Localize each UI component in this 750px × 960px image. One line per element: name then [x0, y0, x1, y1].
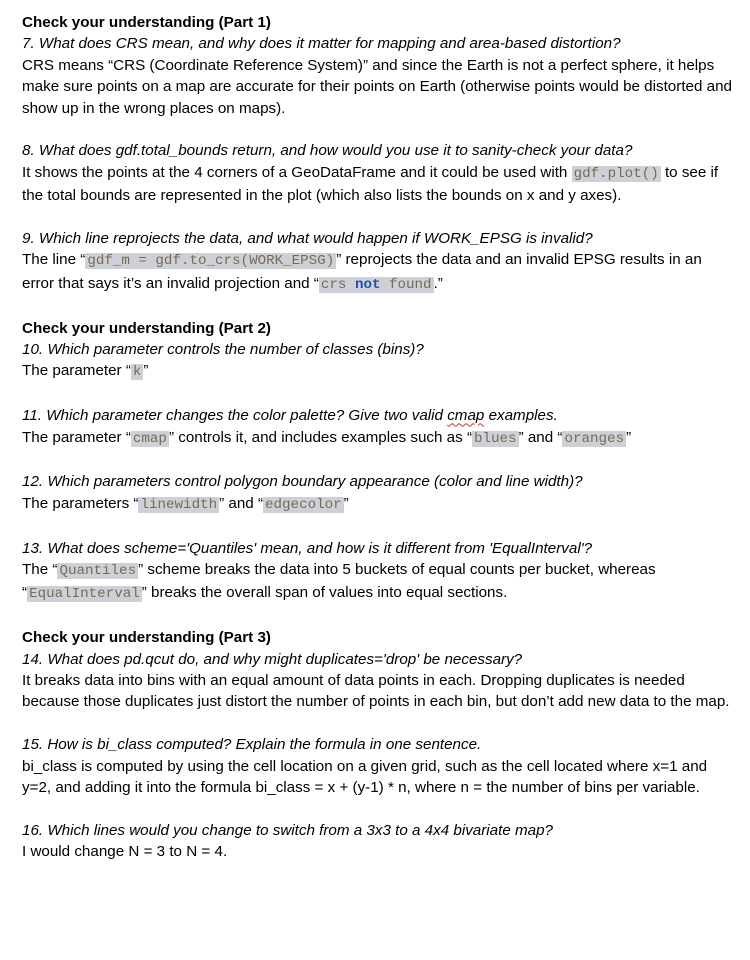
- q10-answer: The parameter “ k ”: [22, 362, 149, 381]
- q8-block: [22, 140, 732, 206]
- q8-question: 8. What does gdf.total_bounds return, and how would you use it to sanity-check your data?: [22, 142, 633, 160]
- q9-answer: The line “ gdf_m = gdf.to_crs(WORK_EPSG) ” reprojects the data and an invalid EPSG results in an error that says it’s an invalid projection and “ crs not found .”: [22, 251, 702, 293]
- code-to-crs: gdf_m = gdf.to_crs(WORK_EPSG): [87, 253, 335, 270]
- q16-block: [22, 820, 732, 863]
- q12-block: [22, 471, 732, 516]
- code-blues: blues: [474, 430, 517, 447]
- q13-block: [22, 538, 732, 606]
- q13-answer: The “ Quantiles ” scheme breaks the data into 5 buckets of equal counts per bucket, whereas “ EqualInterval ” breaks the overall span of values into equal sections.: [22, 561, 656, 603]
- document-body: [22, 12, 732, 863]
- q8-answer: It shows the points at the 4 corners of a GeoDataFrame and it could be used with gdf.plot() to see if the total bounds are represented in the plot (which also lists the bounds on x and y axes).: [22, 163, 719, 205]
- q12-answer: The parameters “ linewidth ” and “ edgecolor ”: [22, 494, 349, 513]
- code-k: k: [132, 364, 142, 381]
- code-linewidth: linewidth: [140, 496, 218, 513]
- q7-block: [22, 33, 732, 119]
- q16-question: 16. Which lines would you change to switch from a 3x3 to a 4x4 bivariate map?: [22, 821, 553, 839]
- code-edgecolor: edgecolor: [265, 496, 342, 513]
- q13-question: 13. What does scheme='Quantiles' mean, and how is it different from 'EqualInterval'?: [22, 539, 593, 557]
- code-oranges: oranges: [564, 430, 625, 447]
- part1-heading: Check your understanding (Part 1): [22, 14, 271, 31]
- spellcheck-word: cmap: [447, 407, 485, 425]
- q10-question: 10. Which parameter controls the number of classes (bins)?: [22, 341, 424, 359]
- code-crs-not-found: crs not found: [320, 276, 432, 293]
- code-equalinterval: EqualInterval: [29, 586, 140, 603]
- q16-answer: I would change N = 3 to N = 4.: [22, 843, 228, 861]
- q11-block: [22, 405, 732, 450]
- q9-block: [22, 228, 732, 296]
- q7-answer: CRS means “CRS (Coordinate Reference System)” and since the Earth is not a perfect sphere, it helps make sure points on a map are accurate for their points on Earth (otherwise points would be distorted and show up in the wrong places on maps).: [22, 56, 732, 117]
- q11-answer: The parameter “ cmap ” controls it, and includes examples such as “ blues ” and “ oranges ”: [22, 428, 632, 447]
- q15-block: [22, 734, 732, 798]
- part2-heading: Check your understanding (Part 2): [22, 319, 271, 337]
- code-gdf-plot: gdf.plot(): [573, 165, 659, 182]
- q15-question: 15. How is bi_class computed? Explain the formula in one sentence.: [22, 736, 482, 754]
- q14-answer: It breaks data into bins with an equal amount of data points in each. Dropping duplicates is needed because those duplicates just distort the number of points in each bin, but don’t add new data to the map.: [22, 672, 730, 711]
- q12-question: 12. Which parameters control polygon boundary appearance (color and line width)?: [22, 473, 583, 491]
- part3-heading: Check your understanding (Part 3): [22, 629, 271, 647]
- q11-question: 11. Which parameter changes the color palette? Give two valid cmap examples.: [22, 407, 558, 425]
- q14-question: 14. What does pd.qcut do, and why might duplicates='drop' be necessary?: [22, 650, 523, 668]
- q15-answer: bi_class is computed by using the cell location on a given grid, such as the cell located where x=1 and y=2, and adding it into the formula bi_class = x + (y-1) * n, where n = the number of bins per variable.: [22, 757, 708, 797]
- code-cmap: cmap: [132, 430, 167, 447]
- q7-question: 7. What does CRS mean, and why does it matter for mapping and area-based distortion?: [22, 35, 621, 53]
- q10-block: [22, 339, 732, 384]
- q14-block: [22, 649, 732, 713]
- q9-question: 9. Which line reprojects the data, and what would happen if WORK_EPSG is invalid?: [22, 230, 593, 248]
- code-quantiles: Quantiles: [59, 563, 137, 580]
